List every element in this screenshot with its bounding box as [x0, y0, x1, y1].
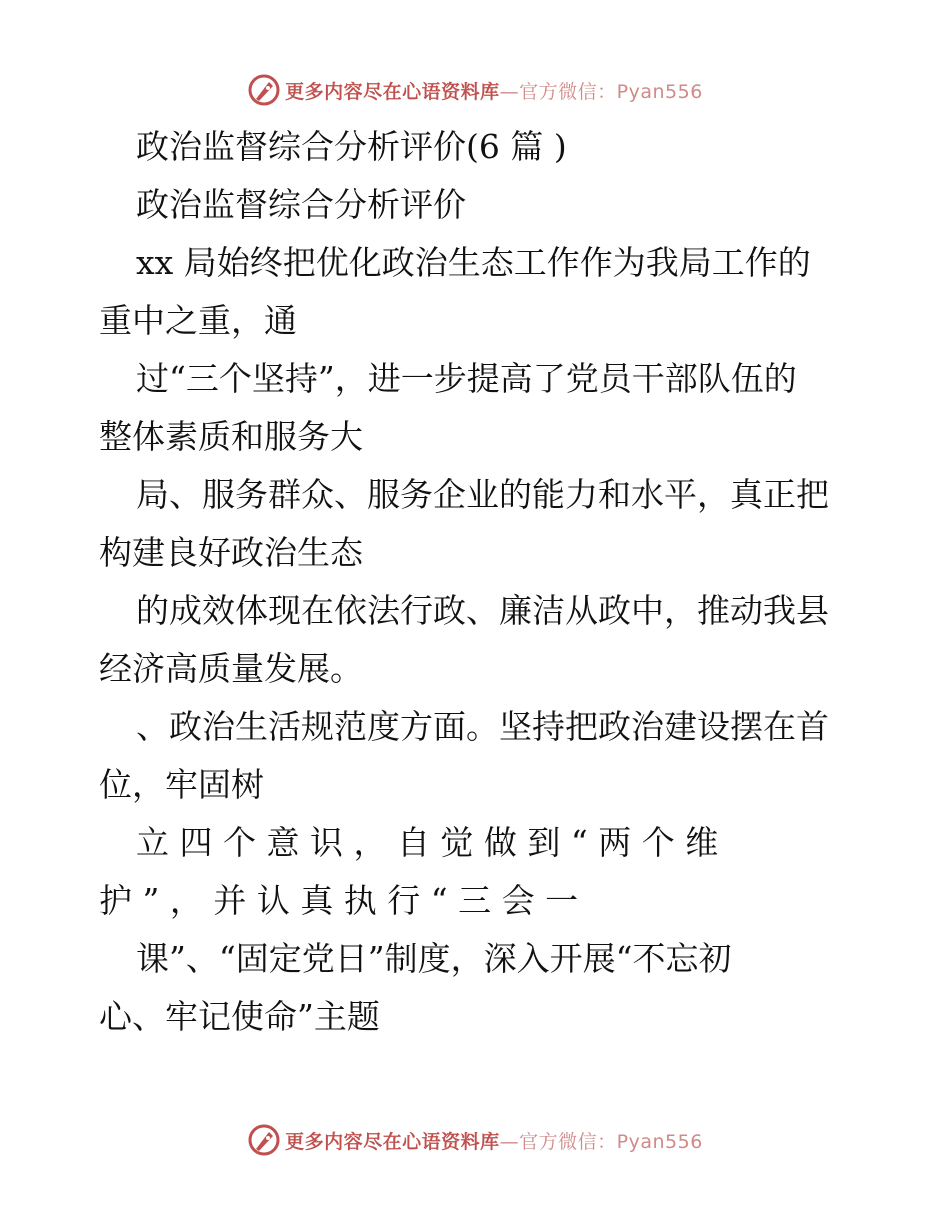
- pen-nib-logo-icon: [247, 1123, 281, 1157]
- banner-main-text: 更多内容尽在心语资料库: [285, 80, 500, 103]
- paragraph-line: 护 ” ， 并 认 真 执 行 “ 三 会 一: [99, 881, 579, 920]
- document-body: [99, 118, 854, 1046]
- paragraph-line: 立 四 个 意 识 ， 自 觉 做 到 “ 两 个 维: [136, 823, 719, 862]
- paragraph-line: 心、牢记使命”主题: [99, 997, 380, 1036]
- paragraph-line: 重中之重，通: [99, 301, 297, 340]
- paragraph-line: 经济高质量发展。: [99, 649, 363, 688]
- paragraph-line: 构建良好政治生态: [99, 533, 363, 572]
- footer-watermark-banner: [0, 1120, 950, 1160]
- paragraph-line: 过“三个坚持”，进一步提高了党员干部队伍的: [136, 359, 797, 398]
- paragraph-line: 课”、“固定党日”制度，深入开展“不忘初: [136, 939, 732, 978]
- document-subtitle: 政治监督综合分析评价: [136, 185, 466, 224]
- paragraph-line: 整体素质和服务大: [99, 417, 363, 456]
- paragraph-line: xx 局始终把优化政治生态工作作为我局工作的: [136, 243, 811, 282]
- paragraph-line: 位，牢固树: [99, 765, 264, 804]
- banner-main-text: 更多内容尽在心语资料库: [285, 1130, 500, 1153]
- document-title: 政治监督综合分析评价(6 篇 ): [136, 127, 567, 166]
- banner-secondary-text: —官方微信：Pyan556: [499, 1130, 703, 1153]
- paragraph-line: 的成效体现在依法行政、廉洁从政中，推动我县: [136, 591, 829, 630]
- pen-nib-logo-icon: [247, 73, 281, 107]
- paragraph-line: 局、服务群众、服务企业的能力和水平，真正把: [136, 475, 829, 514]
- paragraph-line: 、政治生活规范度方面。坚持把政治建设摆在首: [136, 707, 829, 746]
- banner-secondary-text: —官方微信：Pyan556: [499, 80, 703, 103]
- header-watermark-banner: [0, 70, 950, 110]
